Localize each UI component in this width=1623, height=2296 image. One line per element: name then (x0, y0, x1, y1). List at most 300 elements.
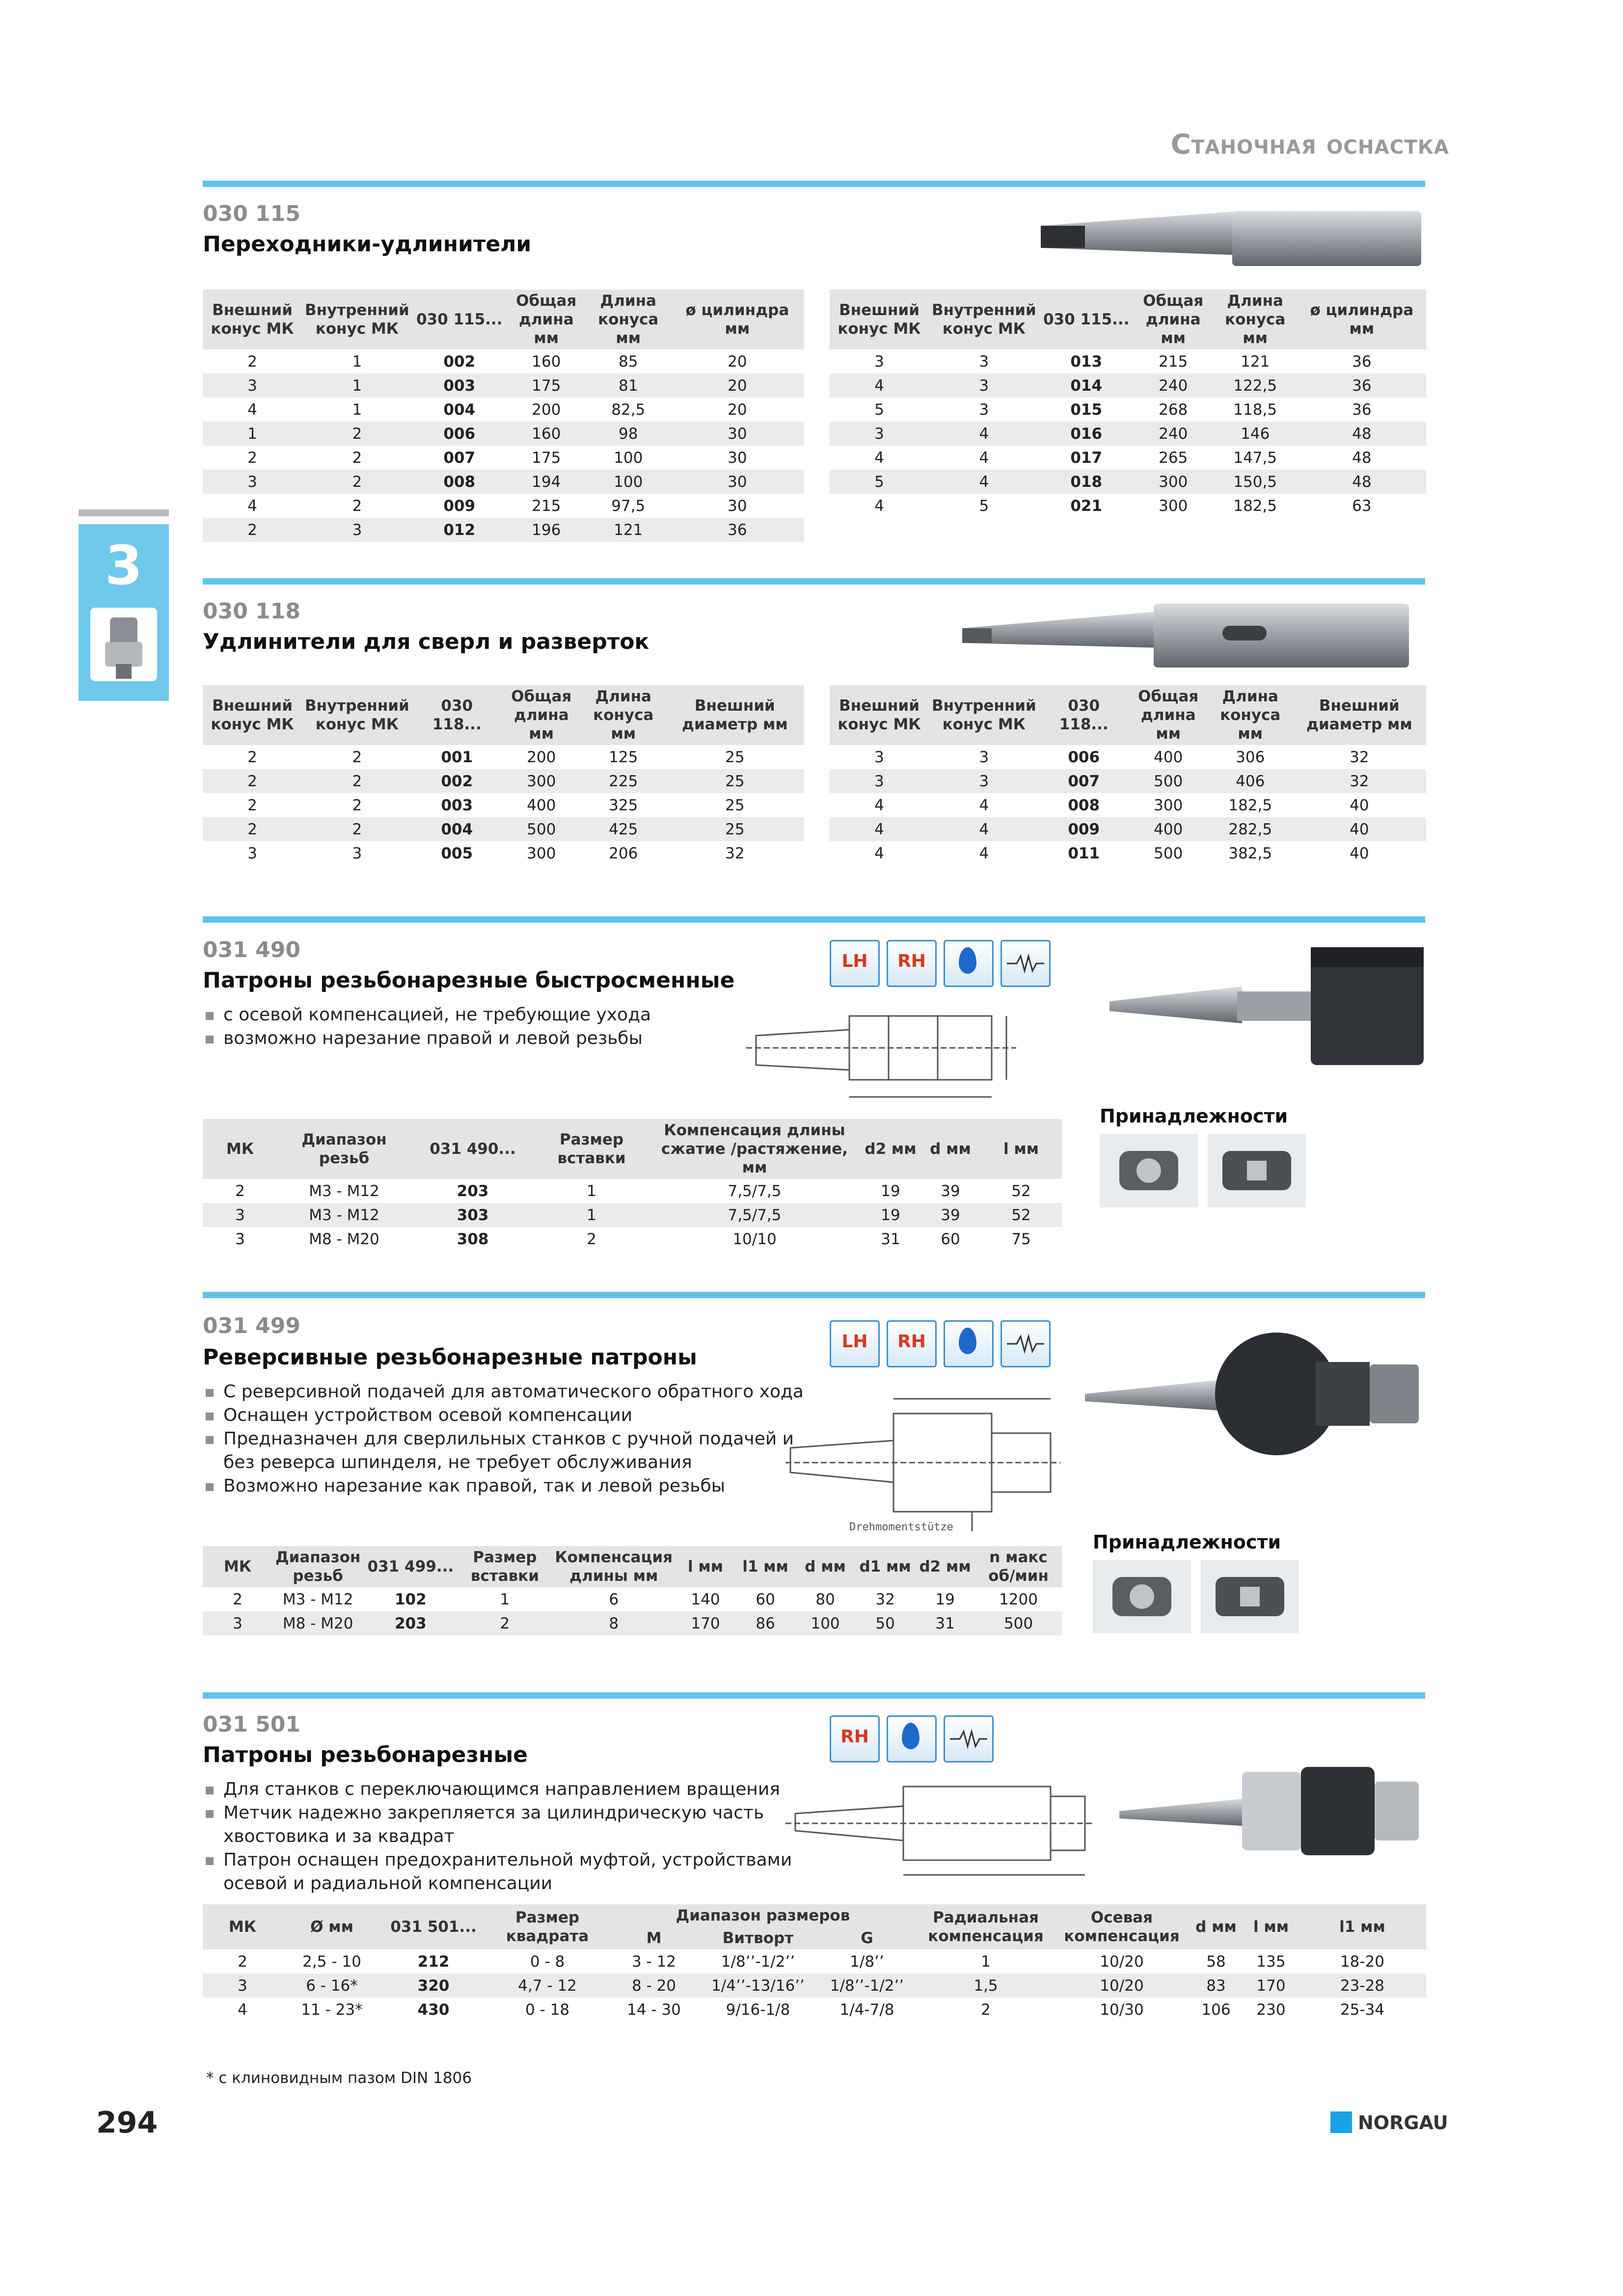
accessory-insert-photo (1100, 1134, 1198, 1207)
table-row (203, 422, 804, 446)
table-row (203, 745, 804, 769)
table-row (203, 1949, 1426, 1974)
axial-compensation-icon (944, 1715, 994, 1762)
table-cell: 7,5/7,5 (649, 1203, 861, 1227)
table-row (203, 793, 804, 817)
col-header: Витворт (699, 1927, 817, 1949)
table-cell: 203 (363, 1611, 458, 1635)
divider (203, 181, 1425, 187)
table-cell: 9/16-1/8 (726, 2001, 790, 2019)
table-cell: 32 (1293, 769, 1426, 793)
table-cell: 1/8’’ (850, 1952, 884, 1971)
table-cell: 2 (352, 796, 362, 814)
table-cell: 102 (394, 1590, 427, 1608)
col-header: Общая длина мм (507, 290, 586, 349)
table-cell: 1 (302, 374, 412, 398)
table-cell: 325 (609, 796, 638, 814)
list-item: хвостовика и за квадрат (223, 1826, 455, 1846)
table-cell: 194 (507, 470, 586, 494)
table-cell: 3 (302, 518, 412, 542)
col-header: Общая длина мм (1134, 290, 1213, 349)
table-cell: 021 (1070, 497, 1103, 515)
table-cell: 23-28 (1298, 1974, 1426, 1998)
table-cell: 200 (527, 748, 556, 766)
col-header: Компенсация длины мм (552, 1546, 676, 1587)
table-row (203, 1998, 1426, 2022)
table-cell: 121 (1241, 352, 1270, 371)
table-cell: 1 (352, 400, 362, 419)
table-cell: 1200 (999, 1590, 1038, 1608)
reversible-drawing (785, 1384, 1065, 1536)
rh-thread-icon: RH (830, 1715, 880, 1762)
table-cell: 4 (238, 2001, 247, 2019)
table-cell: 30 (728, 497, 747, 515)
table-cell: 015 (1070, 400, 1103, 419)
table-row (203, 349, 804, 374)
col-header: Внешний диаметр мм (1293, 685, 1426, 745)
table-row (830, 793, 1426, 817)
table-cell: 3 (979, 352, 989, 371)
table-cell: 018 (1039, 470, 1134, 494)
table-cell: 36 (1352, 400, 1372, 419)
table-cell: 63 (1352, 497, 1372, 515)
table-row (203, 1203, 1062, 1227)
table-cell: 25 (725, 796, 745, 814)
table-cell: 001 (441, 748, 473, 766)
table-cell: 48 (1352, 449, 1372, 467)
table-cell: 4 (247, 400, 257, 419)
table-row (830, 398, 1426, 422)
col-header: Внутренний конус МК (302, 685, 412, 745)
col-header: l мм (1244, 1904, 1298, 1949)
list-item: Предназначен для сверлильных станков с ручной подачей и (203, 1427, 804, 1451)
table-cell: 36 (1352, 352, 1372, 371)
col-header: МК (203, 1546, 272, 1587)
lh-thread-icon: LH (830, 940, 880, 987)
table-cell: 308 (457, 1230, 489, 1248)
table-row (203, 494, 804, 518)
table-cell: 10/10 (732, 1230, 777, 1248)
table-cell: 32 (1350, 748, 1369, 766)
table-cell: 40 (1350, 796, 1369, 814)
table-cell: 8 (552, 1611, 676, 1635)
table-cell: 004 (412, 817, 502, 841)
table-cell: 500 (502, 817, 581, 841)
table-cell: 39 (920, 1203, 980, 1227)
table-cell: 2 (233, 1590, 243, 1608)
section-code: 031 490 (203, 937, 301, 962)
section-title-extensions: Удлинители для сверл и разверток (203, 629, 649, 654)
chapter-tab[interactable] (79, 524, 169, 701)
table-cell: 2 (247, 796, 257, 814)
list-item: Оснащен устройством осевой компенсации (203, 1404, 804, 1427)
table-cell: 3 (979, 748, 989, 766)
coolant-drop-icon (887, 1715, 937, 1762)
col-header: МК (203, 1904, 282, 1949)
table-cell: 14 - 30 (627, 2001, 681, 2019)
reversible-photo (1080, 1325, 1424, 1458)
rh-thread-icon: RH (887, 1320, 937, 1367)
table-cell: 19 (935, 1590, 955, 1608)
table-row (203, 446, 804, 470)
col-header: Общая длина мм (502, 685, 581, 745)
rh-thread-icon: RH (887, 940, 937, 987)
table-cell: 0 - 18 (525, 2001, 570, 2019)
list-item: без реверса шпинделя, не требует обслуживания (223, 1452, 692, 1472)
table-cell: 002 (443, 352, 476, 371)
section-code: 030 115 (203, 201, 301, 226)
table-cell: 3 - 12 (631, 1952, 676, 1971)
table-cell: 382,5 (1228, 844, 1272, 862)
table-cell: 215 (1159, 352, 1188, 371)
table-cell: 3 (929, 769, 1039, 793)
col-header: Ø мм (282, 1904, 381, 1949)
table-cell: 6 - 16* (282, 1974, 381, 1998)
table-cell: 2 (458, 1611, 552, 1635)
table-cell: 3 (203, 470, 302, 494)
table-cell: 140 (691, 1590, 720, 1608)
table-cell: 2 (352, 449, 362, 467)
chuck-thumbnail (90, 608, 157, 681)
table-cell: 406 (1208, 769, 1293, 793)
section-code: 031 501 (203, 1712, 301, 1737)
table-cell: 215 (532, 497, 561, 515)
table-cell: 4 (874, 449, 884, 467)
table-cell: 300 (1159, 497, 1188, 515)
table-cell: 2 (352, 497, 362, 515)
table-cell: 3 (830, 422, 929, 446)
table-cell: 5 (830, 470, 929, 494)
col-header: l1 мм (735, 1546, 795, 1587)
col-header: 030 115... (412, 290, 507, 349)
table-cell: 20 (728, 400, 747, 419)
table-row (830, 446, 1426, 470)
table-cell: 100 (586, 470, 671, 494)
table-cell: 3 (929, 374, 1039, 398)
col-header: G (817, 1927, 917, 1949)
table-cell: 013 (1070, 352, 1103, 371)
col-header: Размер вставки (535, 1119, 649, 1179)
table-cell: 007 (1039, 769, 1129, 793)
feature-list (203, 1778, 792, 1896)
footnote: * с клиновидным пазом DIN 1806 (206, 2069, 472, 2087)
table-cell: 4 (830, 817, 929, 841)
table-cell: 306 (1236, 748, 1265, 766)
col-header: Компенсация длины сжатие /растяжение, мм (649, 1119, 861, 1179)
table-cell: 19 (861, 1203, 920, 1227)
table-cell: 3 (235, 1230, 245, 1248)
col-header: Внешний конус МК (203, 685, 302, 745)
table-cell: 300 (527, 844, 556, 862)
section-code: 030 118 (203, 599, 301, 624)
table-cell: 2 (238, 1952, 247, 1971)
section-title-tapping: Патроны резьбонарезные (203, 1742, 528, 1767)
table-cell: 11 - 23* (301, 2001, 363, 2019)
col-header: l мм (676, 1546, 735, 1587)
section-title: Станочная оснастка (1170, 129, 1449, 160)
table-cell: 36 (1298, 374, 1426, 398)
col-header: ø цилиндра мм (1298, 290, 1426, 349)
table-row (203, 1179, 1062, 1203)
col-header: Длина конуса мм (1208, 685, 1293, 745)
lh-thread-icon: LH (830, 1320, 880, 1367)
table-cell: 150,5 (1213, 470, 1298, 494)
section-title-quick-change: Патроны резьбонарезные быстросменные (203, 968, 735, 993)
table-cell: 300 (1154, 796, 1183, 814)
table-cell: 118,5 (1233, 400, 1277, 419)
table-cell: 1 (587, 1182, 596, 1200)
table-cell: 125 (609, 748, 638, 766)
col-header: Диапазон размеров (609, 1904, 917, 1927)
table-cell: 500 (1154, 844, 1183, 862)
col-header: Размер квадрата (486, 1904, 609, 1949)
table-cell: 2,5 - 10 (302, 1952, 361, 1971)
table-row (203, 1611, 1062, 1635)
table-cell: 106 (1201, 2001, 1231, 2019)
table-cell: 1 (535, 1203, 649, 1227)
col-header: Внешний диаметр мм (666, 685, 804, 745)
accessory-insert-photo (1093, 1560, 1191, 1633)
table-cell: 240 (1134, 374, 1213, 398)
col-header: d1 мм (855, 1546, 915, 1587)
table-cell: 3 (979, 400, 989, 419)
table-cell: 86 (735, 1611, 795, 1635)
table-cell: 1 (352, 352, 362, 371)
tapping-drawing (785, 1767, 1100, 1885)
brand-logo: NORGAU (1358, 2112, 1448, 2134)
table-cell: 3 (874, 748, 884, 766)
table-cell: 2 (235, 1182, 245, 1200)
table-cell: 265 (1159, 449, 1188, 467)
col-header: 031 501... (381, 1904, 486, 1949)
table-cell: 1/8’’-1/2’’ (817, 1974, 917, 1998)
table-cell: 014 (1039, 374, 1134, 398)
table-cell: 1/4-7/8 (839, 2001, 894, 2019)
table-cell: 52 (1011, 1182, 1031, 1200)
col-header: M (609, 1927, 699, 1949)
extensions-table-right (830, 685, 1426, 865)
table-cell: 3 (874, 352, 884, 371)
table-row (830, 470, 1426, 494)
table-cell: 10/20 (1055, 1974, 1189, 1998)
col-header: Внешний конус МК (830, 685, 929, 745)
table-cell: 2 (203, 769, 302, 793)
table-cell: 25 (666, 817, 804, 841)
table-cell: 2 (302, 817, 412, 841)
col-header: d мм (795, 1546, 855, 1587)
table-cell: 121 (586, 518, 671, 542)
table-cell: 32 (875, 1590, 895, 1608)
table-cell: 8 - 20 (609, 1974, 699, 1998)
quick-change-photo (1105, 937, 1429, 1070)
table-row (203, 1227, 1062, 1251)
col-header: Общая длина мм (1129, 685, 1208, 745)
drawing-label: Drehmomentstütze (849, 1521, 953, 1533)
table-cell: 7,5/7,5 (728, 1182, 782, 1200)
brand-logo-square (1330, 2111, 1352, 2133)
col-header: Диапазон резьб (272, 1546, 363, 1587)
table-cell: 160 (507, 422, 586, 446)
coolant-drop-icon (944, 940, 994, 987)
table-cell: 40 (1350, 844, 1369, 862)
table-cell: 4 (929, 422, 1039, 446)
table-cell: 011 (1068, 844, 1100, 862)
table-cell: 160 (532, 352, 561, 371)
table-cell: 2 (247, 449, 257, 467)
table-row (203, 374, 804, 398)
tab-top-bar (79, 509, 169, 516)
table-cell: 147,5 (1233, 449, 1277, 467)
table-cell: 008 (1068, 796, 1100, 814)
table-cell: 008 (412, 470, 507, 494)
table-cell: 1,5 (917, 1974, 1055, 1998)
table-cell: 85 (618, 352, 638, 371)
table-cell: 100 (614, 449, 643, 467)
table-cell: 3 (203, 374, 302, 398)
col-header: 030 115... (1039, 290, 1134, 349)
reversible-table (203, 1546, 1062, 1635)
col-header: 031 490... (411, 1119, 535, 1179)
table-cell: 203 (457, 1182, 489, 1200)
table-cell: 82,5 (611, 400, 646, 419)
quick-change-drawing (741, 996, 1065, 1114)
table-cell: 182,5 (1228, 796, 1272, 814)
table-cell: 20 (728, 352, 747, 371)
tapping-photo (1114, 1757, 1429, 1865)
table-cell: 20 (671, 374, 804, 398)
table-row (203, 1587, 1062, 1611)
table-cell: 230 (1256, 2001, 1286, 2019)
table-cell: 430 (417, 2001, 450, 2019)
list-item: Метчик надежно закрепляется за цилиндрическую часть (203, 1801, 792, 1825)
col-header: Длина конуса мм (586, 290, 671, 349)
col-header: 030 118... (1039, 685, 1129, 745)
table-row (830, 374, 1426, 398)
table-cell: 3 (203, 1974, 282, 1998)
extensions-table-left (203, 685, 804, 865)
col-header: Радиальная компенсация (917, 1904, 1055, 1949)
axial-compensation-icon (1001, 1320, 1051, 1367)
table-cell: 170 (1244, 1974, 1298, 1998)
accessory-insert-photo (1201, 1560, 1299, 1633)
table-row (203, 841, 804, 865)
col-header: Длина конуса мм (581, 685, 666, 745)
table-cell: 3 (203, 1611, 272, 1635)
table-cell: 1 (500, 1590, 510, 1608)
col-header: l мм (980, 1119, 1062, 1179)
col-header: Внутренний конус МК (302, 290, 412, 349)
table-cell: 30 (671, 470, 804, 494)
table-cell: 4 (247, 497, 257, 515)
table-cell: 002 (412, 769, 502, 793)
table-cell: 18-20 (1340, 1952, 1385, 1971)
table-row (203, 769, 804, 793)
list-item: Возможно нарезание как правой, так и левой резьбы (203, 1474, 804, 1498)
table-row (830, 769, 1426, 793)
table-cell: 25-34 (1340, 2001, 1385, 2019)
col-header: Диапазон резьб (277, 1119, 411, 1179)
table-cell: 98 (586, 422, 671, 446)
table-cell: 003 (441, 796, 473, 814)
table-cell: 30 (728, 449, 747, 467)
table-cell: 175 (507, 374, 586, 398)
list-item: осевой и радиальной компенсации (223, 1873, 553, 1894)
table-cell: 48 (1298, 422, 1426, 446)
table-row (830, 817, 1426, 841)
adapter-photo (1036, 201, 1429, 275)
table-cell: 39 (941, 1182, 960, 1200)
table-row (203, 1974, 1426, 1998)
table-cell: 146 (1213, 422, 1298, 446)
col-header: d2 мм (861, 1119, 920, 1179)
col-header: ø цилиндра мм (671, 290, 804, 349)
divider (203, 1292, 1425, 1298)
list-item: возможно нарезание правой и левой резьбы (203, 1027, 651, 1050)
table-cell: 10/30 (1100, 2001, 1144, 2019)
table-cell: 50 (855, 1611, 915, 1635)
table-row (203, 817, 804, 841)
table-cell: M3 - M12 (309, 1182, 379, 1200)
table-cell: 303 (411, 1203, 535, 1227)
table-cell: 212 (417, 1952, 450, 1971)
table-cell: 2 (587, 1230, 596, 1248)
list-item: Патрон оснащен предохранительной муфтой, устройствами (203, 1848, 792, 1872)
table-cell: 282,5 (1208, 817, 1293, 841)
table-cell: 4 (979, 449, 989, 467)
divider (203, 578, 1425, 585)
col-header: d мм (920, 1119, 980, 1179)
col-header: Внутренний конус МК (929, 685, 1039, 745)
list-item: Для станков с переключающимся направлением вращения (203, 1778, 792, 1801)
table-cell: 0 - 8 (530, 1952, 565, 1971)
accessory-insert-photo (1208, 1134, 1306, 1207)
table-cell: 182,5 (1233, 497, 1277, 515)
table-cell: 320 (381, 1974, 486, 1998)
table-cell: 012 (412, 518, 507, 542)
table-cell: 25 (725, 748, 745, 766)
table-row (830, 422, 1426, 446)
col-header: 031 499... (363, 1546, 458, 1587)
table-cell: 003 (412, 374, 507, 398)
table-cell: 60 (756, 1590, 775, 1608)
table-cell: 400 (1154, 748, 1183, 766)
table-row (203, 470, 804, 494)
table-cell: 4 (874, 844, 884, 862)
section-title-adapters: Переходники-удлинители (203, 232, 532, 257)
table-cell: 009 (443, 497, 476, 515)
chapter-number: 3 (105, 534, 143, 597)
table-cell: 3 (830, 769, 929, 793)
table-cell: M3 - M12 (282, 1590, 353, 1608)
table-cell: 31 (915, 1611, 975, 1635)
table-cell: 225 (581, 769, 666, 793)
table-cell: 200 (532, 400, 561, 419)
table-cell: 1/8’’-1/2’’ (721, 1952, 795, 1971)
col-header: Осевая компенсация (1055, 1904, 1189, 1949)
quick-change-table (203, 1119, 1062, 1251)
list-item: с осевой компенсацией, не требующие ухода (203, 1003, 651, 1027)
table-cell: 300 (1134, 470, 1213, 494)
table-cell: 75 (1011, 1230, 1031, 1248)
table-cell: 3 (203, 1203, 277, 1227)
table-cell: 25 (666, 769, 804, 793)
col-header: Длина конуса мм (1213, 290, 1298, 349)
accessories-heading: Принадлежности (1093, 1531, 1281, 1553)
table-cell: 4 (874, 796, 884, 814)
table-cell: 007 (443, 449, 476, 467)
table-row (830, 745, 1426, 769)
section-code: 031 499 (203, 1313, 301, 1338)
